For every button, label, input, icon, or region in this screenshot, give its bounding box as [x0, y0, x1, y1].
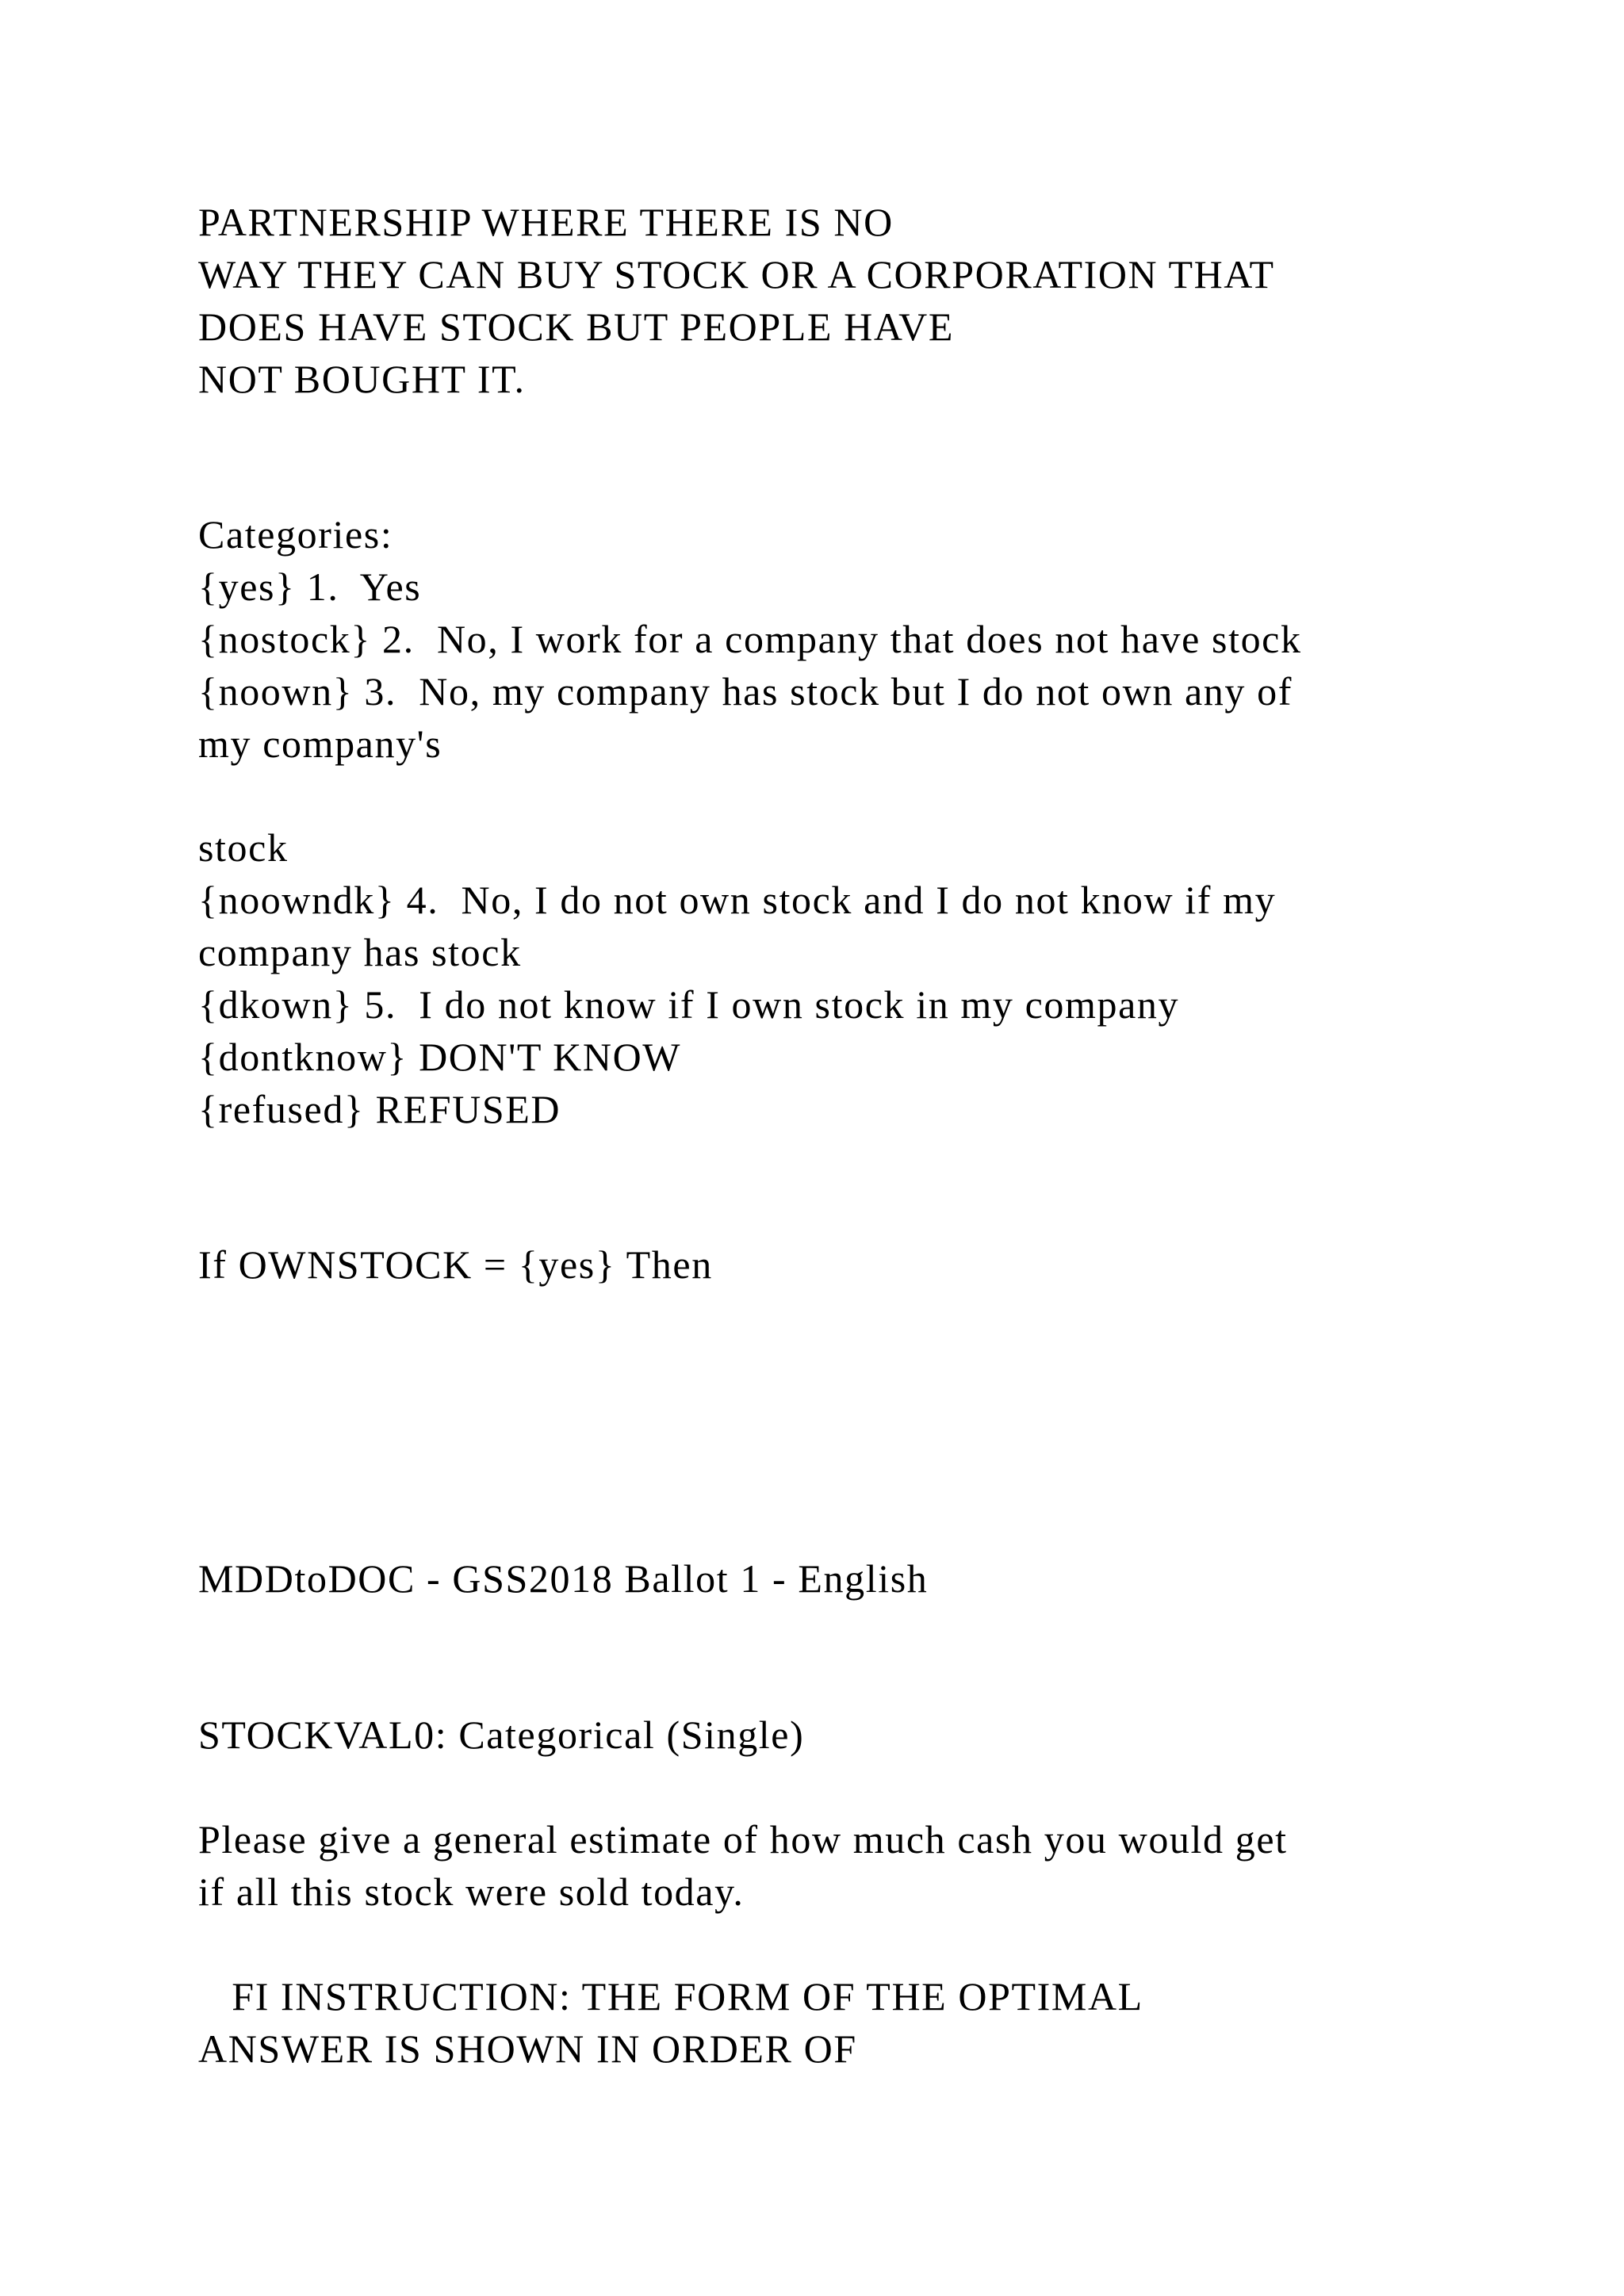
category-noown-line-2: my company's: [198, 721, 442, 766]
category-noowndk-line-1: {noowndk} 4. No, I do not own stock and I do not know if my: [198, 878, 1277, 922]
category-noown-line-3: stock: [198, 825, 289, 870]
intro-line-1: PARTNERSHIP WHERE THERE IS NO: [198, 200, 894, 244]
category-nostock: {nostock} 2. No, I work for a company that does not have stock: [198, 617, 1302, 661]
category-yes: {yes} 1. Yes: [198, 564, 422, 609]
question-text-line-1: Please give a general estimate of how much cash you would get: [198, 1817, 1288, 1862]
running-header: MDDtoDOC - GSS2018 Ballot 1 - English: [198, 1556, 929, 1601]
routing-condition: If OWNSTOCK = {yes} Then: [198, 1242, 713, 1287]
intro-line-2: WAY THEY CAN BUY STOCK OR A CORPORATION THAT: [198, 252, 1275, 297]
category-dkown: {dkown} 5. I do not know if I own stock in my company: [198, 982, 1180, 1027]
intro-line-4: NOT BOUGHT IT.: [198, 357, 526, 401]
category-noowndk-line-2: company has stock: [198, 930, 522, 974]
categories-heading: Categories:: [198, 512, 393, 557]
fi-instruction-line-1: FI INSTRUCTION: THE FORM OF THE OPTIMAL: [198, 1974, 1143, 2019]
question-id: STOCKVAL0: Categorical (Single): [198, 1712, 805, 1757]
intro-line-3: DOES HAVE STOCK BUT PEOPLE HAVE: [198, 304, 954, 349]
category-refused: {refused} REFUSED: [198, 1087, 561, 1131]
category-noown-line-1: {noown} 3. No, my company has stock but I do not own any of: [198, 669, 1293, 714]
question-text-line-2: if all this stock were sold today.: [198, 1869, 745, 1914]
category-dontknow: {dontknow} DON'T KNOW: [198, 1035, 682, 1079]
fi-instruction-line-2: ANSWER IS SHOWN IN ORDER OF: [198, 2026, 857, 2071]
